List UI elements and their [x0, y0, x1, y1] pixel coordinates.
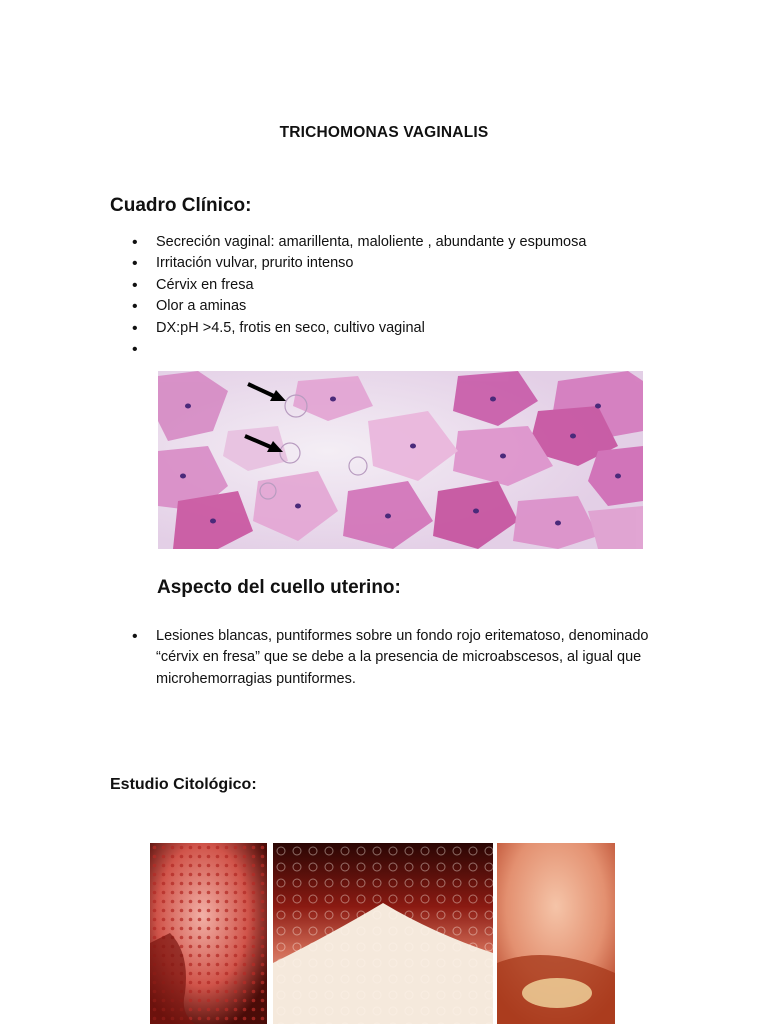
aspecto-list: [132, 626, 652, 690]
list-item-empty: [132, 339, 692, 360]
list-item: • Secreción vaginal: amarillenta, maloliente , abundante y espumosa: [132, 232, 692, 253]
list-item: • DX:pH >4.5, frotis en seco, cultivo vaginal: [132, 318, 692, 339]
aspecto-heading: Aspecto del cuello uterino:: [157, 577, 401, 598]
estudio-heading: Estudio Citológico:: [110, 776, 257, 793]
cervix-photo: [273, 843, 493, 1024]
page-title: TRICHOMONAS VAGINALIS: [279, 124, 489, 141]
microscopy-image: [158, 371, 643, 549]
list-item: • Irritación vulvar, prurito intenso: [132, 253, 692, 274]
cuadro-clinico-heading: Cuadro Clínico:: [110, 195, 252, 216]
cervix-photo: [497, 843, 615, 1024]
list-item: • Cérvix en fresa: [132, 275, 692, 296]
list-item: • Olor a aminas: [132, 296, 692, 317]
list-item: • Lesiones blancas, puntiformes sobre un fondo rojo eritematoso, denominado “cérvix en fresa” que se debe a la presencia de microabscesos, al igual que microhemorragias puntiformes.: [132, 626, 652, 690]
cervix-photo: [150, 843, 267, 1024]
cuadro-clinico-list: [132, 232, 692, 360]
